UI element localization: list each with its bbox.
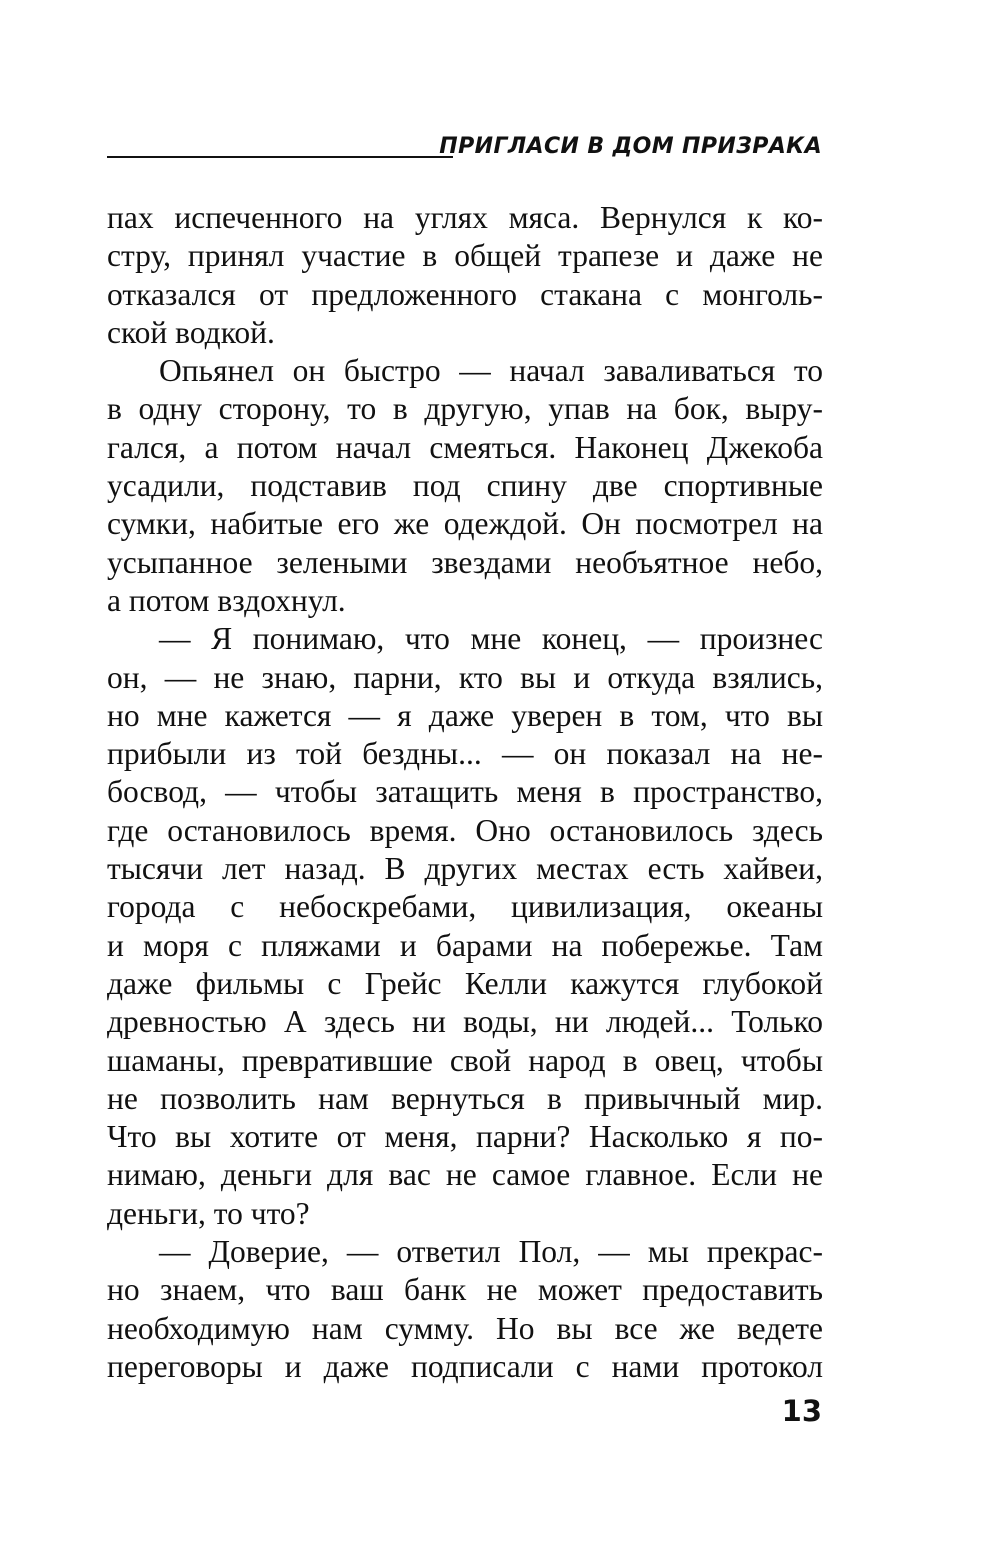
body-text [107, 199, 823, 1386]
text-line: усадили, подставив под спину две спортивные [107, 468, 823, 504]
text-line: необходимую нам сумму. Но вы все же ведете [107, 1310, 823, 1346]
running-title: ПРИГЛАСИ В ДОМ ПРИЗРАКА [439, 134, 822, 159]
text-line: древностью А здесь ни воды, ни людей... Только [107, 1004, 823, 1040]
text-line: но мне кажется — я даже уверен в том, что вы [107, 697, 823, 733]
text-line: — Доверие, — ответил Пол, — мы прекрас- [159, 1234, 823, 1270]
text-line: прибыли из той бездны... — он показал на не- [107, 736, 823, 772]
text-line: а потом вздохнул. [107, 582, 346, 618]
text-line: ской водкой. [107, 314, 275, 350]
text-line: гался, а потом начал смеяться. Наконец Джекоба [107, 429, 823, 465]
text-line: отказался от предложенного стакана с монголь- [107, 276, 823, 312]
text-line: — Я понимаю, что мне конец, — произнес [159, 621, 823, 657]
text-line: но знаем, что ваш банк не может предоставить [107, 1272, 823, 1308]
text-line: переговоры и даже подписали с нами протокол [107, 1348, 823, 1384]
text-line: Что вы хотите от меня, парни? Насколько я по- [107, 1119, 823, 1155]
text-line: даже фильмы с Грейс Келли кажутся глубокой [107, 965, 823, 1001]
text-line: сумки, набитые его же одеждой. Он посмотрел на [107, 506, 823, 542]
text-line: Опьянел он быстро — начал заваливаться то [159, 353, 823, 389]
text-line: шаманы, превратившие свой народ в овец, чтобы [107, 1042, 823, 1078]
text-line: тысячи лет назад. В других местах есть хайвеи, [107, 851, 823, 887]
text-line: города с небоскребами, цивилизация, океаны [107, 889, 823, 925]
text-line: в одну сторону, то в другую, упав на бок, выру- [107, 391, 823, 427]
text-line: и моря с пляжами и барами на побережье. Там [107, 927, 823, 963]
text-line: он, — не знаю, парни, кто вы и откуда взялись, [107, 659, 823, 695]
text-line: деньги, то что? [107, 1195, 310, 1231]
text-line: где остановилось время. Оно остановилось здесь [107, 812, 823, 848]
page-number: 13 [781, 1394, 822, 1428]
text-line: нимаю, деньги для вас не самое главное. Если не [107, 1157, 823, 1193]
text-line: не позволить нам вернуться в привычный мир. [107, 1080, 823, 1116]
text-line: усыпанное зелеными звездами необъятное небо, [107, 544, 823, 580]
text-line: стру, принял участие в общей трапезе и даже не [107, 238, 823, 274]
header-rule [107, 156, 453, 158]
text-line: пах испеченного на углях мяса. Вернулся к ко- [107, 200, 823, 235]
text-line: босвод, — чтобы затащить меня в пространство, [107, 774, 823, 810]
